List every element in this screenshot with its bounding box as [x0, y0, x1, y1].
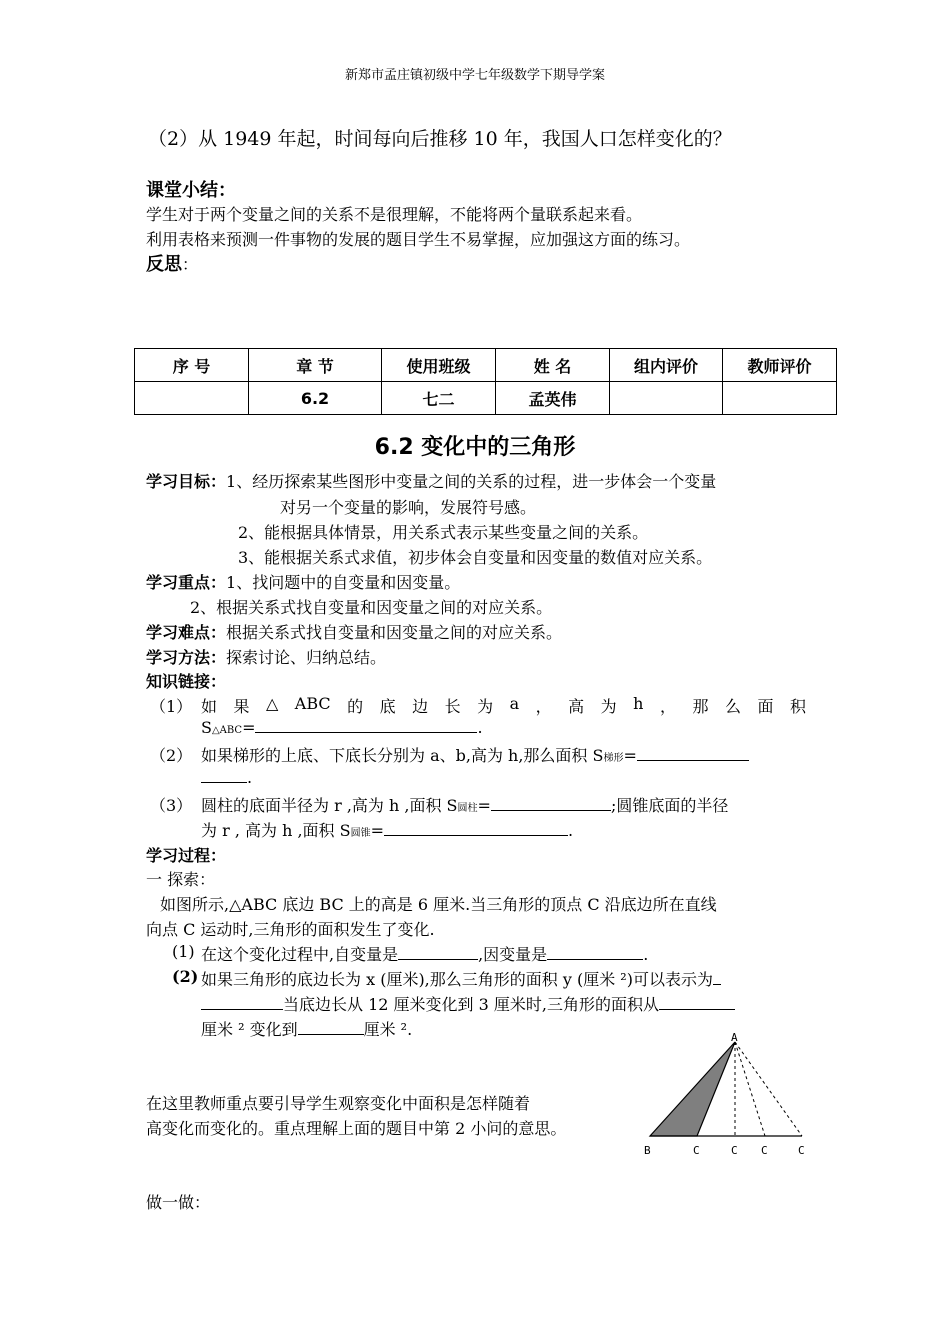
k2-eq: =: [623, 746, 637, 765]
k1-s: S: [201, 718, 212, 737]
method-label: 学习方法：: [146, 648, 227, 667]
objective-3: 3、能根据关系式求值，初步体会自变量和因变量的数值对应关系。: [238, 548, 713, 567]
info-cell: 孟英伟: [496, 382, 610, 415]
pq1-number: (1): [172, 942, 195, 961]
k1-end: .: [477, 718, 483, 737]
info-header-cell: 教师评价: [723, 349, 837, 382]
pq2-c: 厘米 ² 变化到: [201, 1020, 298, 1039]
label-c: C: [693, 1144, 700, 1157]
info-table-row: [135, 382, 837, 415]
k3-text-b: =: [477, 796, 491, 815]
summary-line-2: 利用表格来预测一件事物的发展的题目学生不易掌握，应加强这方面的练习。: [146, 230, 691, 249]
pq2-line-3: [201, 1017, 412, 1040]
k1-subscript: △ABC: [211, 725, 243, 736]
info-header-cell: 章 节: [249, 349, 382, 382]
k2-blank-b[interactable]: [201, 768, 247, 783]
k1-word: ，: [659, 697, 676, 716]
k3-text-d: 为 r , 高为 h ,面积 S: [201, 821, 351, 840]
k1-word: 面: [757, 697, 774, 716]
k1-word: ，: [535, 697, 552, 716]
pq1-a: 在这个变化过程中,自变量是: [201, 945, 399, 964]
dashed-side-1: [735, 1042, 765, 1136]
info-cell: [723, 382, 837, 415]
pq2-blank-3[interactable]: [298, 1020, 364, 1035]
key-points-line-1: [146, 570, 460, 593]
process-label: 学习过程：: [146, 846, 227, 865]
objectives-line-1: [146, 469, 716, 492]
info-cell: [135, 382, 249, 415]
key-point-1: 1、找问题中的自变量和因变量。: [226, 573, 461, 592]
k3-blank-1[interactable]: [491, 796, 611, 811]
shaded-triangle: [650, 1042, 735, 1136]
explore-para-2: 向点 C 运动时,三角形的面积发生了变化.: [146, 920, 435, 939]
k2-line-1: [201, 743, 749, 766]
method-line: [146, 645, 386, 668]
pq2-blank-2[interactable]: [659, 995, 735, 1010]
explore-para-1: 如图所示,△ABC 底边 BC 上的高是 6 厘米.当三角形的顶点 C 沿底边所在直线: [160, 895, 717, 914]
k3-text-c: ;圆锥底面的半径: [610, 796, 729, 815]
k1-word: 边: [412, 697, 429, 716]
k3-line-1: [201, 793, 728, 816]
k3-blank-2[interactable]: [384, 821, 568, 836]
info-cell: 6.2: [249, 382, 382, 415]
teacher-note-1: 在这里教师重点要引导学生观察变化中面积是怎样随着: [146, 1094, 531, 1113]
k3-subscript-2: 圆锥: [350, 828, 371, 839]
teacher-note-2: 高变化而变化的。重点理解上面的题目中第 2 小问的意思。: [146, 1119, 567, 1138]
k3-number: （3）: [150, 796, 193, 815]
info-cell: [610, 382, 723, 415]
page-header: 新郑市孟庄镇初级中学七年级数学下期导学案: [344, 68, 605, 83]
label-a: A: [731, 1031, 738, 1044]
pq2-number: (2): [172, 967, 199, 986]
k1-blank[interactable]: [255, 718, 477, 733]
pq1-c: .: [643, 945, 649, 964]
summary-heading: 课堂小结：: [146, 180, 236, 201]
k1-word: 长: [444, 697, 461, 716]
info-cell: 七二: [382, 382, 496, 415]
key-point-2: 2、根据关系式找自变量和因变量之间的对应关系。: [190, 598, 553, 617]
do-it-heading: 做一做：: [146, 1193, 211, 1212]
k1-word: 如: [201, 697, 218, 716]
reflection-heading: [146, 250, 198, 276]
info-table: [134, 348, 837, 415]
k2-subscript: 梯形: [603, 753, 624, 764]
k1-number: （1）: [150, 697, 193, 716]
k1-word: 的: [347, 697, 364, 716]
k1-word: 高: [568, 697, 585, 716]
k2-end: .: [247, 768, 253, 787]
k1-word: 果: [233, 697, 250, 716]
info-header-cell: 姓 名: [496, 349, 610, 382]
knowledge-label: 知识链接：: [146, 672, 227, 691]
info-header-cell: 组内评价: [610, 349, 723, 382]
objectives-label: 学习目标：: [146, 472, 227, 491]
summary-line-1: 学生对于两个变量之间的关系不是很理解，不能将两个量联系起来看。: [146, 205, 643, 224]
k1-word: 那: [692, 697, 709, 716]
k3-text-a: 圆柱的底面半径为 r ,高为 h ,面积 S: [201, 796, 458, 815]
info-header-cell: 序 号: [135, 349, 249, 382]
k1-justified-line: [201, 694, 806, 717]
difficulty-line: [146, 620, 562, 643]
difficulty-label: 学习难点：: [146, 623, 227, 642]
k1-word: 么: [724, 697, 741, 716]
k2-line-2: [201, 768, 252, 787]
pq2-b: 当底边长从 12 厘米变化到 3 厘米时,三角形的面积从: [283, 995, 659, 1014]
pq2-blank-1b[interactable]: [201, 995, 283, 1010]
k3-subscript-1: 圆柱: [457, 803, 478, 814]
difficulty-text: 根据关系式找自变量和因变量之间的对应关系。: [226, 623, 563, 642]
label-c: C: [731, 1144, 738, 1157]
k1-word: 为: [600, 697, 617, 716]
label-b: B: [644, 1144, 651, 1157]
reflection-colon: ：: [182, 255, 199, 274]
k1-word: h: [633, 694, 644, 713]
k3-end: .: [568, 821, 574, 840]
reflection-label: 反思: [146, 254, 182, 275]
k1-word: 为: [477, 697, 494, 716]
pq2-a: 如果三角形的底边长为 x (厘米),那么三角形的面积 y (厘米 ²)可以表示为: [201, 970, 713, 989]
label-c: C: [798, 1144, 805, 1157]
pq2-blank-1a[interactable]: [713, 970, 721, 985]
k1-line-2: [201, 718, 483, 737]
k2-number: （2）: [150, 746, 193, 765]
k2-blank-a[interactable]: [637, 746, 749, 761]
k3-line-2: [201, 818, 573, 841]
explore-heading: 一 探索：: [146, 870, 216, 889]
k2-text: 如果梯形的上底、下底长分别为 a、b,高为 h,那么面积 S: [201, 746, 604, 765]
pq1-blank-2[interactable]: [547, 945, 643, 960]
pq1-b: ,因变量是: [478, 945, 548, 964]
objective-2: 2、能根据具体情景，用关系式表示某些变量之间的关系。: [238, 523, 649, 542]
info-table-header-row: [135, 349, 837, 382]
pq1-blank-1[interactable]: [398, 945, 478, 960]
triangle-figure: [636, 1030, 816, 1165]
key-points-label: 学习重点：: [146, 573, 227, 592]
k1-word: △: [266, 694, 279, 713]
lesson-title: 6.2 变化中的三角形: [374, 435, 576, 460]
question-2: （2）从 1949 年起，时间每向后推移 10 年，我国人口怎样变化的？: [148, 128, 732, 150]
method-text: 探索讨论、归纳总结。: [226, 648, 387, 667]
k3-text-e: =: [370, 821, 385, 840]
objective-1a: 1、经历探索某些图形中变量之间的关系的过程，进一步体会一个变量: [226, 472, 717, 491]
k1-word: a: [509, 694, 520, 713]
objective-1b: 对另一个变量的影响，发展符号感。: [280, 498, 537, 517]
k1-eq: =: [242, 718, 256, 737]
pq2-d: 厘米 ².: [363, 1020, 413, 1039]
label-c: C: [761, 1144, 768, 1157]
k1-word: 底: [379, 697, 396, 716]
pq2-line-1: [201, 967, 721, 990]
k1-word: 积: [789, 697, 806, 716]
pq1-line: [201, 942, 648, 965]
info-header-cell: 使用班级: [382, 349, 496, 382]
pq2-line-2: [201, 992, 735, 1015]
dashed-side-2: [735, 1042, 802, 1136]
k1-word: ABC: [294, 694, 331, 713]
